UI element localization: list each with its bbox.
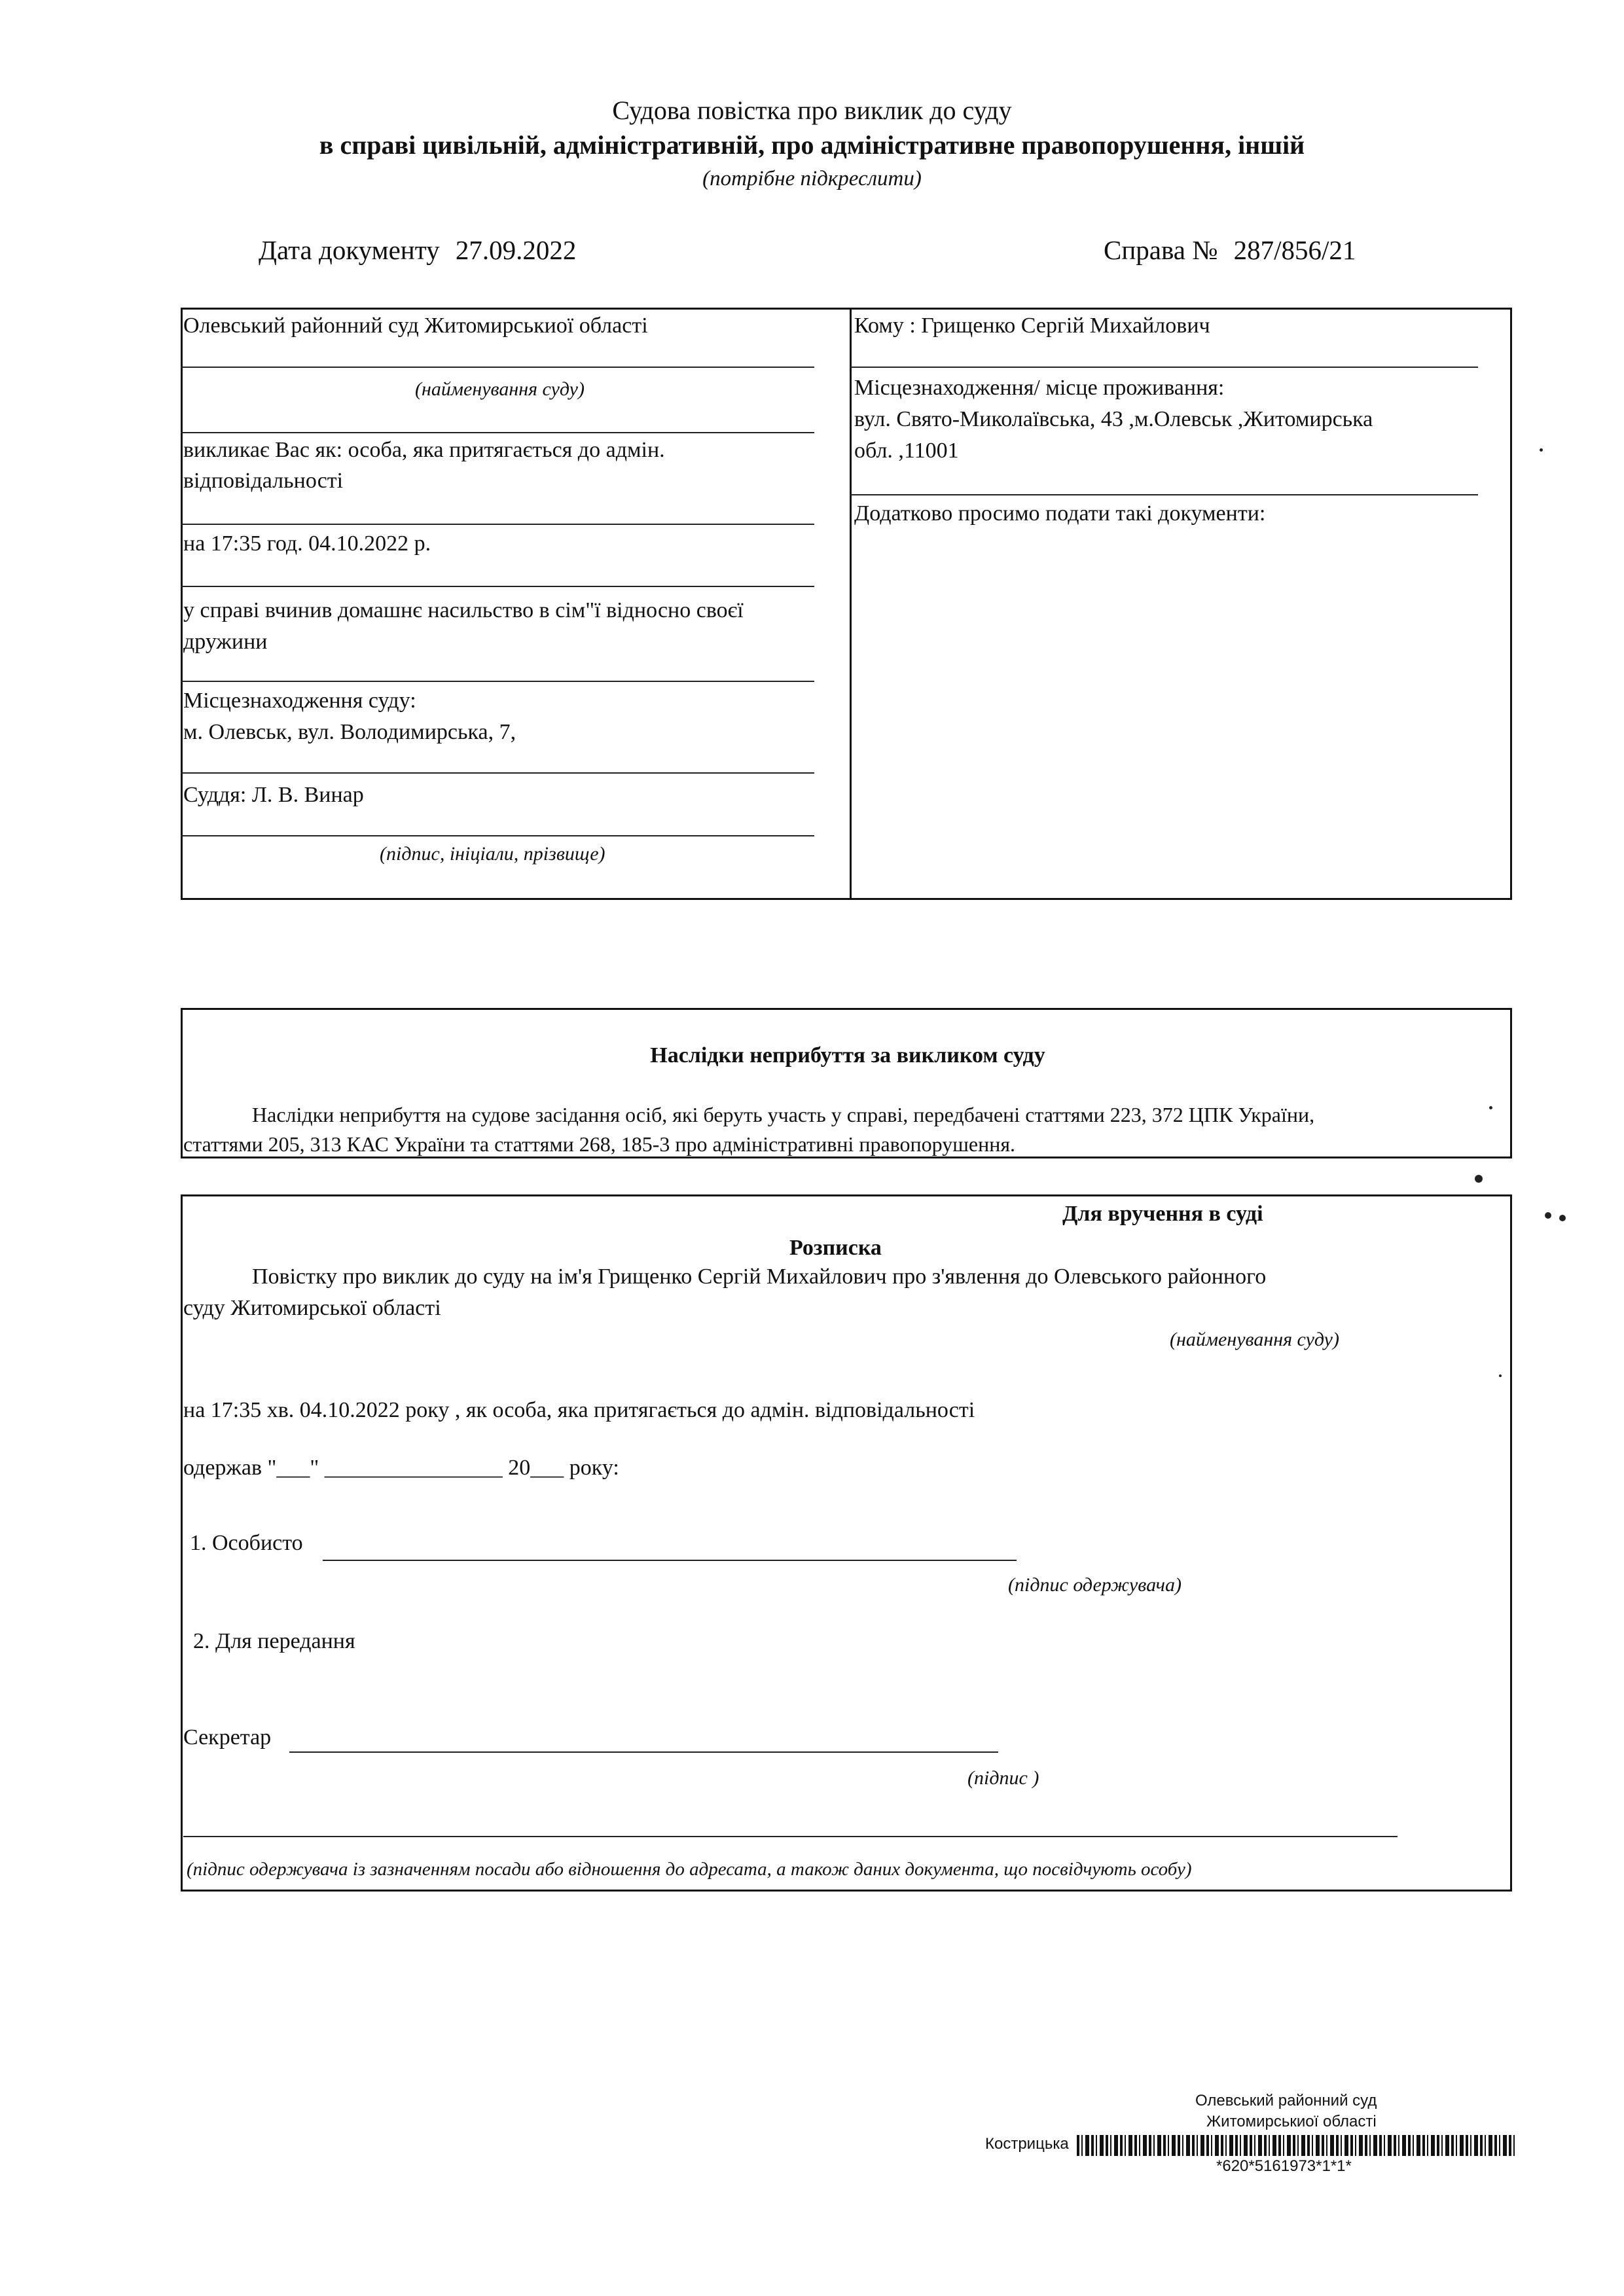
recipient-details-caption: (підпис одержувача із зазначенням посади або відношення до адресата, а також даних документа, що посвідчують особу) — [187, 1859, 1192, 1880]
summons-title: Судова повістка про виклик до суду — [612, 96, 1012, 125]
underline-note: (потрібне підкреслити) — [702, 167, 922, 190]
court-caption-rule — [181, 432, 814, 433]
case-number-value: 287/856/21 — [1233, 235, 1356, 265]
barcode — [1077, 2135, 1517, 2156]
additional-documents: Додатково просимо подати такі документи: — [854, 501, 1266, 526]
recipient-address-line2: обл. ,11001 — [854, 439, 959, 463]
summons-as-rule — [181, 524, 814, 525]
scan-speck — [1489, 1106, 1492, 1109]
court-name: Олевський районний суд Житомирськиої області — [183, 314, 648, 338]
court-location: м. Олевськ, вул. Володимирська, 7, — [183, 720, 516, 744]
secretary-label: Секретар — [183, 1725, 272, 1749]
personally-signature-line — [323, 1560, 1017, 1561]
scan-speck — [1559, 1215, 1566, 1221]
scan-speck — [1540, 448, 1543, 452]
clerk-name: Кострицька — [985, 2135, 1069, 2153]
secretary-signature-line — [289, 1751, 998, 1753]
received-date-line: одержав "___" ________________ 20___ року: — [183, 1456, 619, 1480]
scan-speck — [1499, 1374, 1502, 1377]
transfer-label: 2. Для передання — [193, 1629, 355, 1653]
column-divider — [850, 308, 852, 900]
judge-name: Суддя: Л. В. Винар — [183, 783, 364, 807]
document-date-label: Дата документу — [259, 235, 440, 265]
receipt-line2: суду Житомирської області — [183, 1296, 441, 1320]
judge-caption: (підпис, ініціали, прізвище) — [380, 843, 605, 865]
judge-rule — [181, 835, 814, 836]
consequences-title: Наслідки неприбуття за викликом суду — [650, 1043, 1045, 1067]
consequences-line1: Наслідки неприбуття на судове засідання осіб, які беруть участь у справі, передбачені статтями 223, 372 ЦПК України, — [252, 1103, 1315, 1126]
case-number — [1104, 234, 1356, 266]
recipient-details-line — [183, 1836, 1398, 1837]
barcode-code: *620*5161973*1*1* — [1216, 2157, 1352, 2175]
for-court-label: Для вручення в суді — [1062, 1202, 1263, 1226]
scan-speck — [1475, 1175, 1483, 1183]
receipt-line1: Повістку про виклик до суду на ім'я Грищенко Сергій Михайлович про з'явлення до Олевського районного — [252, 1265, 1267, 1289]
recipient-address-rule — [850, 494, 1478, 495]
case-description-line1: у справі вчинив домашнє насильство в сім"ї відносно своєї — [183, 598, 744, 622]
court-name-rule — [181, 367, 814, 368]
receipt-title: Розписка — [789, 1236, 882, 1260]
document-date-value: 27.09.2022 — [455, 235, 577, 265]
recipient-signature-caption: (підпис одержувача) — [1008, 1574, 1182, 1596]
summons-subtitle: в справі цивільній, адміністративній, про адміністративне правопорушення, іншій — [319, 130, 1305, 160]
court-name-caption: (найменування суду) — [415, 378, 585, 400]
hearing-time-rule — [181, 586, 814, 587]
case-number-label: Справа № — [1104, 235, 1218, 265]
hearing-time: на 17:35 год. 04.10.2022 р. — [183, 531, 431, 556]
case-description-rule — [181, 681, 814, 682]
consequences-line2: статтями 205, 313 КАС України та статтями 268, 185-3 про адміністративні правопорушення. — [183, 1132, 1016, 1156]
summons-as-line1: викликає Вас як: особа, яка притягається до адмін. — [183, 438, 665, 462]
recipient-rule — [850, 367, 1478, 368]
signature-caption: (підпис ) — [967, 1767, 1039, 1789]
recipient-name: Кому : Грищенко Сергій Михайлович — [854, 314, 1210, 338]
stamp-court-line2: Житомирськиої області — [1206, 2113, 1377, 2130]
personally-label: 1. Особисто — [190, 1531, 303, 1555]
document-date — [259, 234, 576, 266]
receipt-court-caption: (найменування суду) — [1170, 1329, 1339, 1350]
recipient-address-label: Місцезнаходження/ місце проживання: — [854, 376, 1225, 400]
summons-as-line2: відповідальності — [183, 469, 344, 493]
case-description-line2: дружини — [183, 630, 268, 654]
court-location-label: Місцезнаходження суду: — [183, 689, 416, 713]
court-location-rule — [181, 772, 814, 774]
receipt-time: на 17:35 хв. 04.10.2022 року , як особа, яка притягається до адмін. відповідальності — [183, 1398, 975, 1422]
stamp-court-line1: Олевський районний суд — [1195, 2092, 1377, 2109]
recipient-address-line1: вул. Свято-Миколаївська, 43 ,м.Олевськ ,Житомирська — [854, 407, 1373, 431]
scan-speck — [1545, 1212, 1551, 1219]
